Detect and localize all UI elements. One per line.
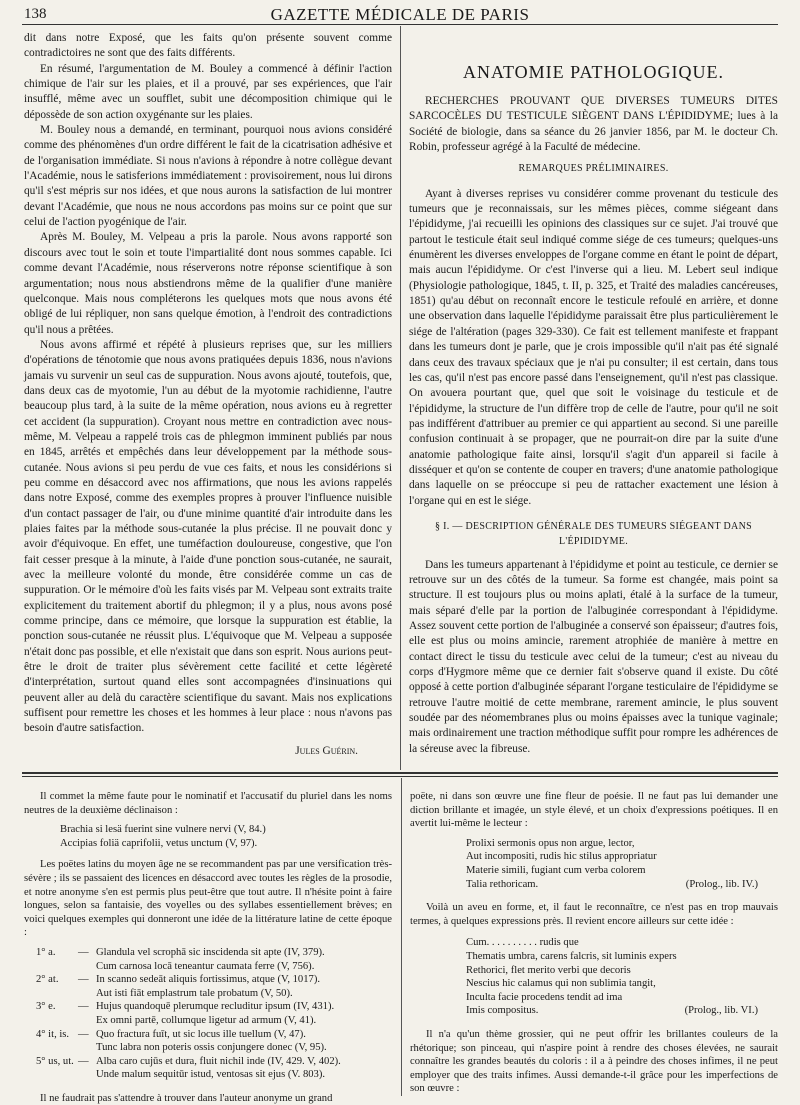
- quote-line: Prolixi sermonis opus non argue, lector,: [466, 837, 635, 849]
- metric-row: 5° us, ut. — Alba caro cujūs et dura, fluit nichil inde (IV, 429. V, 402).: [24, 1055, 392, 1069]
- quote-line: Aut incompositi, rudis hic stilus appropriatur: [466, 851, 657, 863]
- metric-line: Aut isti fiāt emplastrum tale probatum (V, 50).: [96, 987, 293, 999]
- quote-line: Rethorici, flet merito verbi que decoris: [466, 964, 631, 976]
- left-paragraph: En résumé, l'argumentation de M. Bouley a commencé à définir l'action chimique de l'air sur les plaies, et il a prouvé, par ses expériences, que l'air insufflé, même avec un soufflet, subit une décomposition chimique qui le dépossède de son action oxygénante sur les plaies.: [24, 62, 392, 121]
- metric-label: 5° us, ut.: [36, 1055, 74, 1067]
- metric-examples: [24, 946, 392, 1082]
- metric-line: Cum carnosa locā teneantur caumata ferre (V, 756).: [96, 960, 315, 972]
- journal-title: GAZETTE MÉDICALE DE PARIS: [270, 5, 530, 24]
- section-heading: § I. — DESCRIPTION GÉNÉRALE DES TUMEURS SIÉGEANT DANS L'ÉPIDIDYME.: [435, 520, 752, 548]
- feuilleton-paragraph: poëte, ni dans son œuvre une fine fleur de poésie. Il ne faut pas lui demander une diction brillante et imagée, un style élevé, et un choix d'expressions poétiques. Il en avertit lui-même le lecteur :: [410, 791, 778, 830]
- latin-quote: [410, 837, 778, 891]
- section-title: ANATOMIE PATHOLOGIQUE.: [462, 62, 724, 82]
- page-number: 138: [24, 6, 47, 22]
- metric-line: In scanno sedeāt aliquis fortissimus, atque (V, 1017).: [96, 974, 320, 986]
- quote-line: Imis compositus.: [466, 1005, 539, 1017]
- feuilleton-rule: [22, 776, 778, 777]
- quote-citation: (Prolog., lib. VI.): [684, 1005, 758, 1017]
- metric-row: 2° at. — In scanno sedeāt aliquis fortissimus, atque (V, 1017).: [24, 973, 392, 987]
- right-column: [409, 94, 778, 757]
- left-paragraph: Nous avons affirmé et répété à plusieurs reprises que, sur les milliers d'opérations de ténotomie que nous avons pratiquées depuis 1836, nous n'avions jamais vu survenir un seul cas de suppuration. Nous avons ajouté, toutefois, que, dans deux cas de myotomie, l'un au début de la myotomie rachidienne, l'autre beaucoup plus tard, à la suite de la même opération, nous avions eu à regretter cet accident (la suppuration). Croyant nous mettre en contradiction avec nous-même, M. Velpeau a rappelé trois cas de phlegmon imminent publiés par nous en 1845, arrêtés et empêchés dans leur développement par la méthode sous-cutanée. Nous avions si peu perdu de vue ces faits, et nous les considérions si peu comme en désaccord avec nos affirmations, que nous les avions rappelés dans notre Exposé, comme des exemples propres à prouver l'influence nuisible d'un contact passager de l'air, ou d'une minime quantité d'air introduite dans les plaies faites par la méthode sous-cutanée la plus précise. Il ne pouvait donc y avoir d'équivoque. En effet, une tuméfaction douloureuse, congestive, que l'on fait cesser presque à la minute, à l'aide d'une ponction sous-cutanée, ne saurait, avec la meilleure volonté du monde, être considérée comme un cas de suppuration. Or le mémoire d'où les faits visés par M. Velpeau sont extraits traite explicitement du traitement abortif du phlegmon; il y a plus, nous avons posé comme principe, dans ce mémoire, que lorsque la suppuration est établie, la ponction sous-cutanée ne réussit plus. L'équivoque que M. Velpeau a supposée n'était donc pas possible, et elle n'existait que dans son esprit. Nous aurions peut-être le droit de traiter plus sévèrement cette facilité et cette légèreté d'interprétation, surtout quand elles sont accompagnées d'insinuations qui peuvent aller au delà du caractère scientifique du savant. Mais nos explications suffisent pour remettre les choses et les hommes à leur place : nous n'avons pas besoin d'autre satisfaction.: [24, 338, 392, 735]
- metric-line: Unde malum sequitūr istud, ventosas sit ejus (V. 803).: [96, 1069, 326, 1081]
- quote-line: Materie simili, fugiant cum verba colorem: [466, 864, 646, 876]
- feuilleton-right: [410, 790, 778, 1096]
- quote-line: Thematis umbra, carens falcris, sit luminis expers: [466, 950, 677, 962]
- quote-line: Brachia si lesä fuerint sine vulnere nervi (V, 84.): [60, 824, 266, 836]
- feuilleton-divider: [401, 778, 402, 1096]
- header-rule: [22, 24, 778, 25]
- metric-line: Ex omni partē, collumque ligetur ad armum (V, 41).: [96, 1014, 317, 1026]
- metric-label: 2° at.: [36, 974, 59, 986]
- article-intro: RECHERCHES PROUVANT QUE DIVERSES TUMEURS DITES SARCOCÈLES DU TESTICULE SIÈGENT DANS L'ÉPIDIDYME; lues à la Société de biologie, dans sa séance du 26 janvier 1856, par M. le docteur Ch. Robin, professeur agrégé à la Faculté de médecine.: [409, 95, 778, 154]
- metric-row: 1° a. — Glandula vel scrophā sic inscidenda sit apte (IV, 379).: [24, 946, 392, 960]
- latin-quote: [410, 936, 778, 1018]
- column-divider: [400, 26, 401, 770]
- feuilleton-left: [24, 790, 392, 1105]
- left-column: [24, 31, 392, 759]
- metric-label: 3° e.: [36, 1001, 56, 1013]
- right-paragraph: Ayant à diverses reprises vu considérer comme provenant du testicule des tumeurs que je reconnaissais, sur les mêmes pièces, comme siégeant dans l'épididyme, j'ai recueilli les opinions des classiques sur ce sujet. J'ai trouvé que partout le testicule était seul indiqué comme siége de ces tumeurs; quelques-uns énumèrent les diverses enveloppes de l'organe comme en étant le point de départ, mais aucun l'épididyme. Or c'est l'inverse qui a lieu. M. Lebert seul indique (Physiologie pathologique, 1845, t. II, p. 325, et Traité des maladies cancéreuses, 1851) qu'au début on reconnaît encore le testicule refoulé en arrière, et donne une observation dans laquelle l'épididyme paraissait être plus particulièrement le siége de l'altération (pages 329-330). Ce fait est tellement manifeste et frappant dans les tumeurs dont je parle, que je crois impossible qu'il n'ait pas été signalé dans ceux des travaux spéciaux que je n'ai pu consulter; il est certain, dans tous les cas, qu'il n'est pas encore passé dans l'enseignement, qu'il n'est pas classique. On avouera pourtant que, quel que soit le voisinage du testicule et de l'épididyme, la structure de l'un diffère trop de celle de l'autre, pour qu'il ne soit pas indifférent d'attribuer au premier ce qui appartient au second. Si une pareille confusion continuait à se propager, que ne pourrait-on dire par la suite d'une anatomie pathologique faite ainsi, lorsqu'il s'agit d'un appareil si facile à disséquer et qu'on se contente de couper en travers; d'une anatomie pathologique dans laquelle on se préoccupe si peu de rattacher exactement une lésion à l'organe qui en est le siége.: [409, 187, 778, 507]
- metric-label: 4° it, is.: [36, 1028, 70, 1040]
- author-signature: Jules Guérin.: [295, 744, 358, 757]
- metric-label: 1° a.: [36, 946, 56, 958]
- left-paragraph: Après M. Bouley, M. Velpeau a pris la parole. Nous avons rapporté son discours avec tout le soin et toute l'impartialité dont nous sommes capable. Ici comme devant l'Académie, nous réserverons notre réponse scientifique à son argumentation; nous nous abstiendrons même de la qualifier d'une manière quelconque. Mais nous compléterons les quelques mots que nous avons été obligé de lui répliquer, non sans quelque émotion, à l'endroit des contradictions qu'il nous a prêtées.: [24, 231, 392, 336]
- left-paragraph: dit dans notre Exposé, que les faits qu'on présente souvent comme contradictoires ne sont que des faits différents.: [24, 32, 392, 60]
- subhead: REMARQUES PRÉLIMINAIRES.: [518, 163, 669, 175]
- feuilleton-rule: [22, 772, 778, 774]
- quote-line: Talia rethoricam.: [466, 878, 539, 890]
- metric-row: 4° it, is. — Quo fractura fuīt, ut sic locus ille tuellum (V, 47).: [24, 1028, 392, 1042]
- quote-line: Inculta facie procedens tendit ad ima: [466, 991, 623, 1003]
- metric-line: Glandula vel scrophā sic inscidenda sit apte (IV, 379).: [96, 946, 325, 958]
- metric-row: 3° e. — Hujus quandoquē plerumque recluditur ipsum (IV, 431).: [24, 1000, 392, 1014]
- quote-line: Accipias foliä caprifolii, vetus unctum (V, 97).: [60, 837, 258, 849]
- metric-line: Hujus quandoquē plerumque recluditur ipsum (IV, 431).: [96, 1001, 335, 1013]
- metric-line: Alba caro cujūs et dura, fluit nichil inde (IV, 429. V, 402).: [96, 1055, 341, 1067]
- left-paragraph: M. Bouley nous a demandé, en terminant, pourquoi nous avions considéré comme des phénomènes d'un ordre différent le fait de la cicatrisation adhésive et de l'organisation immédiate. Si nous n'avions à répondre à notre collègue devant l'Académie, nous le satisferions immédiatement : provisoirement, nous lui dirons qu'il s'est mépris sur nos idées, et que nous aurons la satisfaction de lui montrer devant l'Académie, que nous ne nous accordons pas moins sur ce point que sur celui de l'action pyogénique de l'air.: [24, 124, 392, 229]
- quote-line: Cum. . . . . . . . . . rudis que: [466, 937, 579, 949]
- feuilleton-paragraph: Les poëtes latins du moyen âge ne se recommandent pas par une versification très-sévère ; ils se passaient des licences en désaccord avec toutes les règles de la prosodie, et notre anonyme s'en est permis plus peut-être que tout autre. Il n'hésite point à faire longues, selon sa fantaisie, des voyelles ou des syllabes essentiellement brèves; en voici quelques exemples qui donneront une idée de la littérature latine de cette époque :: [24, 859, 392, 939]
- quote-citation: (Prolog., lib. IV.): [685, 878, 758, 890]
- quote-line: Nescius hic calamus qui non sublimia tangit,: [466, 978, 656, 990]
- page-header: [0, 0, 800, 26]
- latin-quote: [24, 823, 392, 850]
- metric-line: Quo fractura fuīt, ut sic locus ille tuellum (V, 47).: [96, 1028, 306, 1040]
- feuilleton-paragraph: Il ne faudrait pas s'attendre à trouver dans l'auteur anonyme un grand: [40, 1092, 333, 1104]
- right-paragraph: Dans les tumeurs appartenant à l'épididyme et point au testicule, ce dernier se retrouve sur un des côtés de la tumeur. Sa forme est changée, mais point sa structure. Il est toujours plus ou moins aplati, étalé à la surface de la tumeur, mais séparé d'elle par la portion de l'albuginée correspondant à l'épididyme. Assez souvent cette portion de l'albuginée a conservé son épaisseur; d'autres fois, elle est plus ou moins amincie, rarement atrophiée de manière à mettre en contact direct le tissu du testicule avec celui de la tumeur; c'est au niveau du corps d'Hygmore même que ce dernier fait s'observe quand il existe. Du côté opposé à cette portion d'albuginée séparant l'organe testiculaire de l'épididyme se retrouve l'autre moitié de cette membrane, rarement amincie, le plus souvent soudée par des néomembranes plus ou moins épaisses avec la tunique vaginale; mais ordinairement une traction méthodique suffit pour rompre les adhérences de la séreuse avec la fibreuse.: [409, 558, 778, 755]
- metric-line: Tunc labra non poteris ossis conjungere donec (V, 95).: [96, 1042, 327, 1054]
- feuilleton-paragraph: Voilà un aveu en forme, et, il faut le reconnaître, ce n'est pas en trop mauvais termes, à quelques expressions près. Il revient encore ailleurs sur cette idée :: [410, 902, 778, 927]
- feuilleton-paragraph: Il n'a qu'un thème grossier, qui ne peut offrir les brillantes couleurs de la rhétorique; son pinceau, qui n'aspire point à rendre des choses élevées, ne saurait connaître les grandes beautés du coloris : il a à peindre des choses infimes, il ne peut employer que des traits infimes. Aussi demande-t-il grâce pour les imperfections de son œuvre :: [410, 1028, 778, 1095]
- feuilleton-paragraph: Il commet la même faute pour le nominatif et l'accusatif du pluriel dans les noms neutres de la deuxième déclinaison :: [24, 791, 392, 816]
